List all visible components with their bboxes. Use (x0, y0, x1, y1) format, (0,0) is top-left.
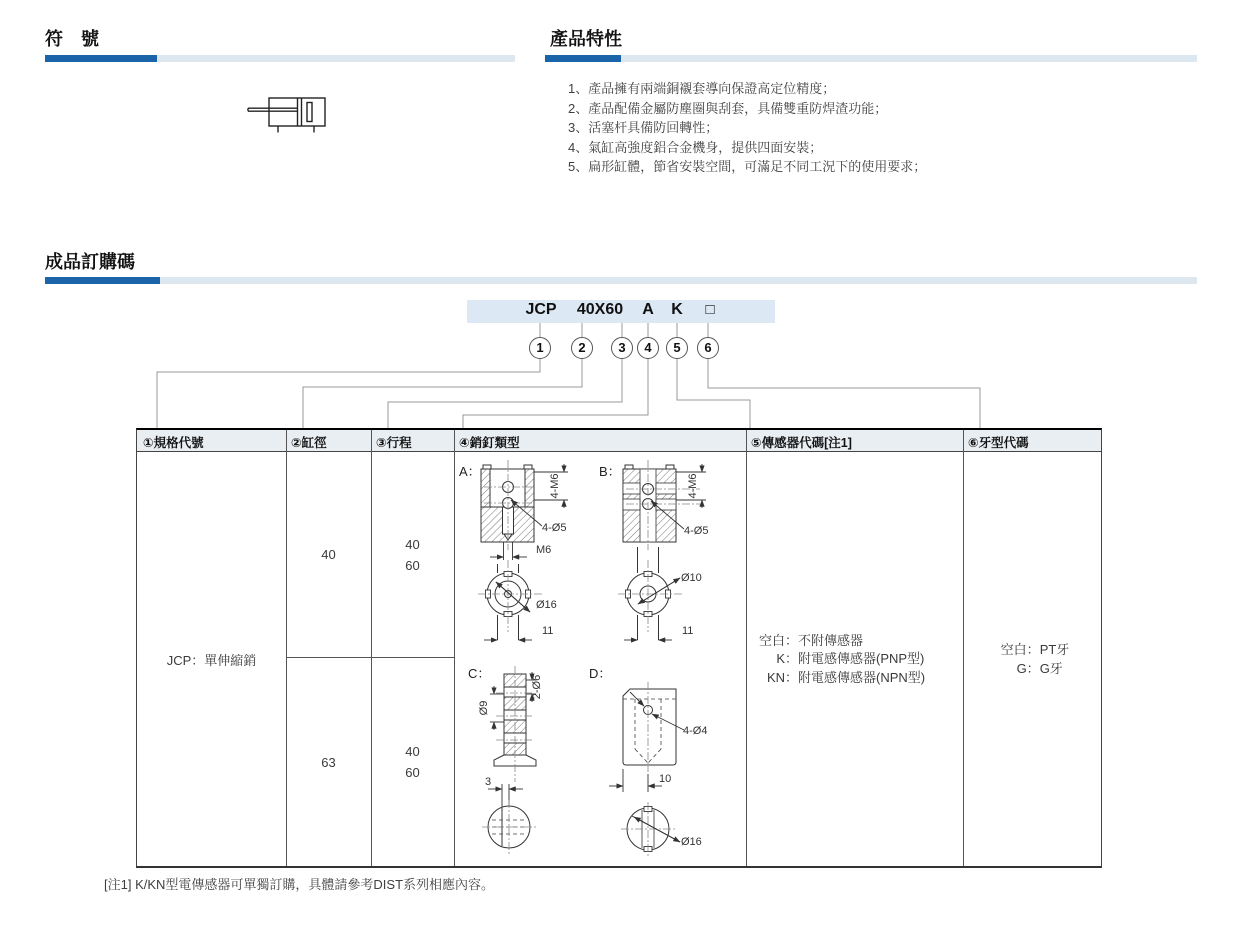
order-code-model: JCP (525, 301, 557, 318)
pin-d-dim-holes: 4-Ø4 (683, 725, 708, 737)
cell-spec-code: JCP：單伸縮銷 (166, 653, 257, 668)
code-position-circle-1: 1 (529, 337, 551, 359)
pin-drawing-a (459, 460, 568, 640)
ordering-code-table (136, 428, 1102, 868)
stroke-value: 40 (405, 536, 420, 552)
symbol-title-underline-accent (45, 55, 157, 62)
stroke-value: 40 (405, 744, 420, 759)
pin-c-dim-offset: 3 (485, 776, 492, 788)
pin-a-dim-holes: 4-Ø5 (542, 522, 567, 534)
pin-a-label: A： (459, 464, 481, 479)
sensor-option-desc: 附電感傳感器(NPN型) (798, 669, 926, 685)
order-code-pin: A (642, 301, 654, 318)
header-sensor-code: ⑤傳感器代碼[注1] (751, 436, 852, 450)
thread-option-code: 空白： (1000, 642, 1040, 657)
features-title-underline (545, 55, 1197, 62)
sensor-option-code: KN： (766, 669, 798, 685)
header-bore: ②缸徑 (291, 436, 327, 450)
order-code-thread-blank-box: □ (705, 301, 715, 318)
pin-drawing-b (599, 460, 708, 640)
pin-d-dim-dia: Ø16 (681, 836, 702, 848)
features-section-title: 產品特性 (550, 29, 622, 49)
feature-item: 4、氣缸高強度鋁合金機身，提供四面安裝； (568, 139, 823, 155)
sensor-option (754, 632, 863, 651)
pin-d-label: D： (589, 666, 612, 681)
ordering-title-underline (45, 277, 1197, 284)
pin-b-label: B： (599, 464, 621, 479)
cell-stroke-63 (371, 657, 454, 867)
feature-item: 1、產品擁有兩端銅襯套導向保證高定位精度； (568, 81, 836, 96)
feature-list (568, 79, 926, 177)
symbol-section-title: 符 號 (45, 29, 99, 49)
header-pin-type: ④銷釘類型 (459, 436, 520, 450)
sensor-option (754, 650, 924, 669)
order-code-sensor: K (671, 301, 683, 318)
cylinder-symbol-drawing (230, 85, 350, 145)
feature-item: 2、產品配備金屬防塵圈與刮套，具備雙重防焊渣功能； (568, 100, 888, 116)
cell-stroke-40 (371, 452, 454, 657)
sensor-option (754, 669, 925, 688)
cell-sensor-options (746, 452, 963, 867)
pin-d-dim-width: 10 (659, 773, 672, 785)
features-title-underline-accent (545, 55, 621, 62)
cell-bore-40: 40 (321, 547, 336, 562)
thread-option (996, 641, 1070, 660)
thread-option-code: G： (1016, 660, 1040, 676)
pin-a-dim-thread: M6 (536, 544, 552, 556)
pin-a-dim-screws: 4-M6 (549, 473, 561, 499)
pin-drawing-d (589, 666, 707, 856)
feature-item: 3、活塞杆具備防回轉性； (568, 120, 719, 135)
stroke-value: 60 (405, 557, 420, 573)
pin-b-dim-screws: 4-M6 (687, 473, 699, 499)
code-position-circle-2: 2 (571, 337, 593, 359)
code-position-circle-4: 4 (637, 337, 659, 359)
order-code-box (467, 300, 775, 323)
pin-b-dim-holes: 4-Ø5 (684, 525, 709, 537)
header-thread-code: ⑥牙型代碼 (968, 436, 1029, 450)
code-position-circle-3: 3 (611, 337, 633, 359)
thread-option-desc: G牙 (1039, 660, 1063, 676)
pin-type-drawings (454, 452, 746, 867)
pin-b-dim-dia: Ø10 (681, 572, 702, 584)
pin-drawing-c (468, 666, 543, 855)
pin-a-dim-dia: Ø16 (536, 599, 557, 611)
thread-option-desc: PT牙 (1039, 642, 1070, 657)
table-header-row (137, 430, 1101, 452)
pin-c-dim-dia: Ø9 (478, 700, 490, 716)
feature-item: 5、扁形缸體，節省安裝空間，可滿足不同工況下的使用要求； (568, 159, 927, 174)
cell-thread-options (963, 452, 1102, 867)
pin-c-label: C： (468, 666, 491, 681)
header-stroke: ③行程 (376, 436, 412, 450)
ordering-title-underline-accent (45, 277, 160, 284)
order-code-size: 40X60 (576, 301, 624, 318)
symbol-title-underline (45, 55, 515, 62)
footnote: [注1] K/KN型電傳感器可單獨訂購，具體請參考DIST系列相應內容。 (104, 877, 495, 892)
pin-b-dim-width: 11 (682, 625, 694, 637)
ordering-section-title: 成品訂購碼 (45, 252, 135, 272)
pin-a-dim-width: 11 (542, 625, 554, 637)
header-spec-code: ①規格代號 (143, 436, 204, 450)
code-position-circle-5: 5 (666, 337, 688, 359)
pin-c-dim-holes: 2-Ø6 (531, 674, 543, 700)
sensor-option-code: K： (776, 651, 798, 667)
stroke-value: 60 (405, 765, 420, 780)
sensor-option-desc: 不附傳感器 (798, 632, 864, 648)
code-position-circle-6: 6 (697, 337, 719, 359)
sensor-option-code: 空白： (758, 632, 798, 648)
sensor-option-desc: 附電感傳感器(PNP型) (798, 651, 925, 667)
cell-bore-63: 63 (321, 754, 336, 770)
thread-option (996, 660, 1070, 679)
